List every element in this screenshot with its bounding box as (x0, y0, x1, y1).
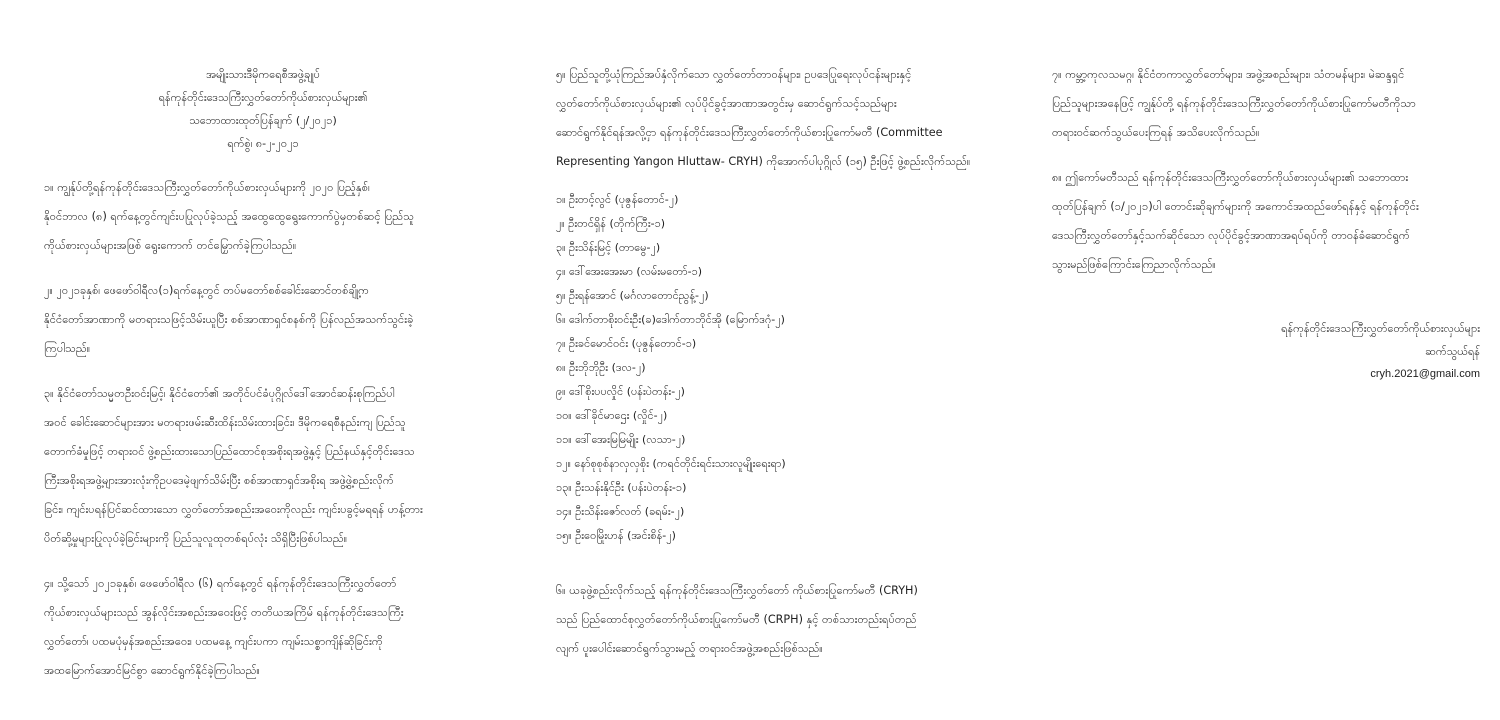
paragraph-1: ၁။ ကျွန်ုပ်တို့ရန်ကုန်တိုင်းဒေသကြီးလွှတ်တော်ကိုယ်စားလှယ်များကို ၂၀၂၀ ပြည့်နှစ်၊ နိုဝင်ဘာလ (၈) ရက်နေ့တွင်ကျင်းပပြုလုပ်ခဲ့သည့် အထွေထွေရွေးကောက်ပွဲမှတစ်ဆင့် ပြည်သူ ကိုယ်စားလှယ်များအဖြစ် ရွေးကောက် တင်မြှောက်ခဲ့ကြပါသည်။ (44, 181, 415, 252)
contact-label: ဆက်သွယ်ရန် (1425, 345, 1480, 358)
list-item: ၁။ ဦးတင့်လွင် (ပုဇွန်တောင်-၂) (556, 193, 679, 206)
statement-title: သဘောထားထုတ်ပြန်ချက် (၂/၂၀၂၁) (189, 114, 337, 127)
list-item: ၁၁။ ဒေါ်အေးမြမြမျိုး (လသာ-၂) (556, 433, 686, 446)
committee-member-list (556, 188, 988, 548)
middle-column (556, 0, 988, 663)
party-name: အမျိုးသားဒီမိုကရေစီအဖွဲ့ချုပ် (206, 68, 320, 81)
statement-date: ရက်စွဲ၊ ၈-၂-၂၀၂၁ (227, 137, 299, 150)
list-item: ၈။ ဦးဘိုဘိုဦး (ဒလ-၂) (556, 361, 646, 374)
issuer-name: ရန်ကုန်တိုင်းဒေသကြီးလွှတ်တော်ကိုယ်စားလှယ်များ၏ (158, 91, 368, 104)
contact-email: cryh.2021@gmail.com (1370, 368, 1480, 380)
list-item: ၁၃။ ဦးသန်းနိုင်ဦး (ပန်းပဲတန်း-၁) (556, 481, 687, 494)
list-item: ၃။ ဦးသိန်းမြင့် (တာမွေ-၂) (556, 241, 661, 254)
paragraph-5: ၅။ ပြည်သူတို့ယုံကြည်အပ်နှံလိုက်သော လွှတ်တော်တာဝန်များ၊ ဥပဒေပြုရေးလုပ်ငန်းများနှင့် လွှတ်တော်ကိုယ်စားလှယ်များ၏ လုပ်ပိုင်ခွင့်အာဏာအတွင်းမှ ဆောင်ရွက်သင့်သည်များ ဆောင်ရွက်နိုင်ရန်အလို့ငှာ ရန်ကုန်တိုင်းဒေသကြီးလွှတ်တော်ကိုယ်စားပြုကော်မတီ (Committee Representing Yangon Hluttaw- CRYH) ကိုအောက်ပါပုဂ္ဂိုလ် (၁၅) ဦးဖြင့် ဖွဲ့စည်းလိုက်သည်။ (556, 68, 971, 168)
list-item: ၁၂။ နော်စုစုစ်နာလှလှစိုး (ကရင်တိုင်းရင်းသားလူမျိုးရေးရာ) (556, 457, 786, 470)
statement-header (44, 63, 482, 155)
paragraph-4: ၄။ သို့သော် ၂၀၂၁ခုနှစ်၊ ဖေဖော်ဝါရီလ (၆) ရက်နေ့တွင် ရန်ကုန်တိုင်းဒေသကြီးလွှတ်တော် ကိုယ်စားလှယ်များသည် အွန်လိုင်းအစည်းအဝေးဖြင့် တတိယအကြိမ် ရန်ကုန်တိုင်းဒေသကြီး လွှတ်တော်၊ ပထမပုံမှန်အစည်းအဝေး၊ ပထမနေ့ ကျင်းပကာ ကျမ်းသစ္စာကျိန်ဆိုခြင်းကို အထမြောက်အောင်မြင်စွာ ဆောင်ရွက်နိုင်ခဲ့ကြပါသည်။ (44, 577, 404, 677)
list-item: ၁၄။ ဦးသိန်းဇော်လတ် (ခရမ်း-၂) (556, 505, 685, 518)
paragraph-3: ၃။ နိုင်ငံတော်သမ္မတဦးဝင်းမြင့်၊ နိုင်ငံတော်၏ အတိုင်ပင်ခံပုဂ္ဂိုလ်ဒေါ်အောင်ဆန်းစုကြည်ပါ အဝင် ခေါင်းဆောင်များအား မတရားဖမ်းဆီးထိန်းသိမ်းထားခြင်း၊ ဒီမိုကရေစီနည်းကျ ပြည်သူ တောက်ခံမှုဖြင့် တရားဝင် ဖွဲ့စည်းထားသောပြည်ထောင်စုအစိုးရအဖွဲ့နှင့် ပြည်နယ်နှင့်တိုင်းဒေသ ကြီးအစိုးရအဖွဲ့များအားလုံးကိုဥပဒေမဲ့ဖျက်သိမ်းပြီး စစ်အာဏာရှင်အစိုးရ အဖွဲ့ဖွဲ့စည်းလိုက် ခြင်း၊ ကျင်းပရန်ပြင်ဆင်ထားသော လွှတ်တော်အစည်းအဝေးကိုလည်း ကျင်းပခွင့်မရရန် ဟန့်တား ပိတ်ဆို့မှုများပြုလုပ်ခဲ့ခြင်းများကို ပြည်သူလူထုတစ်ရပ်လုံး သိရှိပြီးဖြစ်ပါသည်။ (44, 387, 423, 545)
paragraph-7: ၇။ ကမ္ဘာ့ကုလသမဂ္ဂ၊ နိုင်ငံတကာလွှတ်တော်များ၊ အဖွဲ့အစည်းများ၊ သံတမန်များ၊ မဲဆန္ဒရှင် ပြည်သူများအနေဖြင့် ကျွန်ုပ်တို့ ရန်ကုန်တိုင်းဒေသကြီးလွှတ်တော်ကိုယ်စားပြုကော်မတီကိုသာ တရားဝင်ဆက်သွယ်ပေးကြရန် အသိပေးလိုက်သည်။ (1052, 68, 1416, 139)
left-column (44, 0, 482, 685)
list-item: ၉။ ဒေါ်စိုးပပလှိုင် (ပန်းပဲတန်း-၂) (556, 385, 685, 398)
list-item: ၁၅။ ဦးဝေမြိုးဟန် (အင်းစိန်-၂) (556, 529, 676, 542)
paragraph-6: ၆။ ယခုဖွဲ့စည်းလိုက်သည့် ရန်ကုန်တိုင်းဒေသကြီးလွှတ်တော် ကိုယ်စားပြုကော်မတီ (CRYH) သည် ပြည်ထောင်စုလွှတ်တော်ကိုယ်စားပြုကော်မတီ (CRPH) နှင့် တစ်သားတည်းရပ်တည် လျက် ပူးပေါင်းဆောင်ရွက်သွားမည့် တရားဝင်အဖွဲ့အစည်းဖြစ်သည်။ (556, 584, 918, 655)
paragraph-8: ၈။ ဤကော်မတီသည် ရန်ကုန်တိုင်းဒေသကြီးလွှတ်တော်ကိုယ်စားလှယ်များ၏ သဘောထား ထုတ်ပြန်ချက် (၁/၂၀၂၁)ပါ တောင်းဆိုချက်များကို အကောင်အထည်ဖော်ရန်နှင့် ရန်ကုန်တိုင်း ဒေသကြီးလွှတ်တော်နှင့်သက်ဆိုင်သော လုပ်ပိုင်ခွင့်အာဏာအရပ်ရပ်ကို တာဝန်ခံဆောင်ရွက် သွားမည်ဖြစ်ကြောင်းကြေညာလိုက်သည်။ (1052, 171, 1419, 271)
list-item: ၅။ ဦးရန်အောင် (မင်္ဂလာတောင်ညွန့်-၂) (556, 289, 709, 302)
paragraph-2: ၂။ ၂၀၂၁ခုနှစ်၊ ဖေဖော်ဝါရီလ(၁)ရက်နေ့တွင် တပ်မတော်စစ်ခေါင်းဆောင်တစ်ချို့က နိုင်ငံတော်အာဏာကို မတရားသဖြင့်သိမ်းယူပြီး စစ်အာဏာရှင်စနစ်ကို ပြန်လည်အသက်သွင်းခဲ့ ကြပါသည်။ (44, 284, 414, 355)
signature-block (1052, 317, 1480, 386)
list-item: ၁၀။ ဒေါ်ခိုင်မာဌေး (လှိုင်-၂) (556, 409, 668, 422)
list-item: ၇။ ဦးခင်မောင်ဝင်း (ပုဇွန်တောင်-၁) (556, 337, 697, 350)
list-item: ၂။ ဦးတင်ရှိန် (တိုက်ကြီး-၁) (556, 217, 666, 230)
right-column (1052, 0, 1480, 386)
list-item: ၄။ ဒေါ်အေးအေးမာ (လမ်းမတော်-၁) (556, 265, 703, 278)
signatory: ရန်ကုန်တိုင်းဒေသကြီးလွှတ်တော်ကိုယ်စားလှယ်များ (1281, 322, 1480, 335)
list-item: ၆။ ဒေါက်တာစိုးဝင်းဦး(ခ)ဒေါက်တာဘိုင်အို (မြောက်ဒဂုံ-၂) (556, 313, 785, 326)
